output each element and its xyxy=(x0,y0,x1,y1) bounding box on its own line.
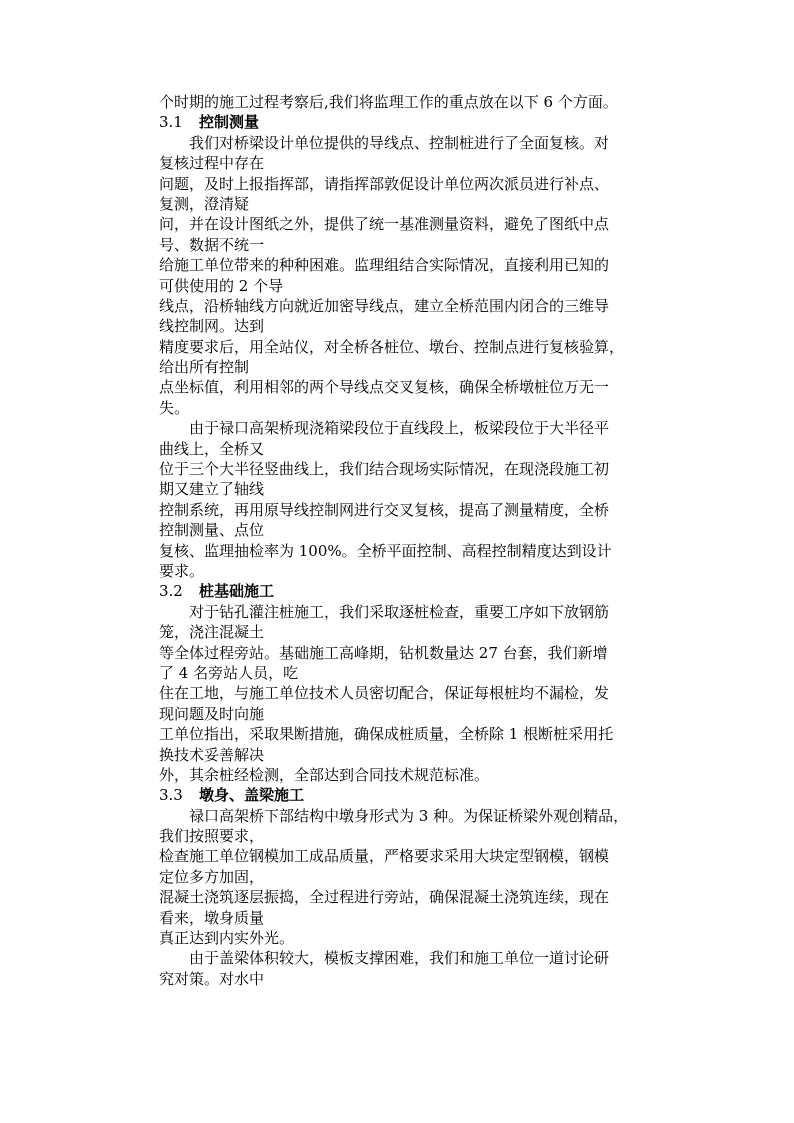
section-number: 3.1 xyxy=(159,113,183,132)
text-line: 曲线上，全桥又 xyxy=(159,439,265,458)
text-line: 我们按照要求， xyxy=(159,827,265,846)
text-line: 失。 xyxy=(159,398,190,417)
text-line: 定位多方加固， xyxy=(159,867,265,886)
text-line: 控制测量、点位 xyxy=(159,521,265,540)
text-line: 可供使用的 2 个导 xyxy=(159,276,284,295)
text-line: 给施工单位带来的种种困难。监理组结合实际情况，直接利用已知的 xyxy=(159,256,610,275)
text-line: 笼，浇注混凝土 xyxy=(159,623,265,642)
text-line: 住在工地，与施工单位技术人员密切配合，保证每根桩均不漏检，发 xyxy=(159,684,610,703)
text-line: 检查施工单位钢模加工成品质量，严格要求采用大块定型钢模，钢模 xyxy=(159,847,610,866)
section-title: 墩身、盖梁施工 xyxy=(199,786,305,805)
text-line: 看来，墩身质量 xyxy=(159,908,265,927)
text-line: 要求。 xyxy=(159,561,205,580)
text-line: 混凝土浇筑逐层振捣，全过程进行旁站，确保混凝土浇筑连续，现在 xyxy=(159,888,610,907)
text-line: 工单位指出，采取果断措施，确保成桩质量，全桥除 1 根断桩采用托 xyxy=(159,725,614,744)
section-title: 桩基础施工 xyxy=(199,582,275,601)
text-line: 换技术妥善解决 xyxy=(159,745,265,764)
paragraph-first-line: 对于钻孔灌注桩施工，我们采取逐桩检查，重要工序如下放钢筋 xyxy=(189,602,610,621)
text-line: 点坐标值，利用相邻的两个导线点交叉复核，确保全桥墩桩位万无一 xyxy=(159,378,610,397)
text-line: 真正达到内实外光。 xyxy=(159,929,295,948)
paragraph-first-line: 禄口高架桥下部结构中墩身形式为 3 种。为保证桥梁外观创精品， xyxy=(189,806,629,825)
text-line: 线点，沿桥轴线方向就近加密导线点，建立全桥范围内闭合的三维导 xyxy=(159,296,610,315)
text-line: 问，并在设计图纸之外，提供了统一基准测量资料，避免了图纸中点 xyxy=(159,215,610,234)
text-line: 复测，澄清疑 xyxy=(159,194,250,213)
paragraph-first-line: 由于禄口高架桥现浇箱梁段位于直线段上，板梁段位于大半径平 xyxy=(189,419,610,438)
section-heading xyxy=(159,785,639,805)
text-line: 个时期的施工过程考察后,我们将监理工作的重点放在以下 6 个方面。 xyxy=(159,93,618,111)
text-line: 现问题及时向施 xyxy=(159,704,265,723)
text-line: 究对策。对水中 xyxy=(159,969,265,988)
section-number: 3.3 xyxy=(159,786,183,805)
text-line: 复核、监理抽检率为 100%。全桥平面控制、高程控制精度达到设计 xyxy=(159,541,612,560)
section-heading xyxy=(159,112,639,132)
section-heading xyxy=(159,581,639,601)
text-line: 期又建立了轴线 xyxy=(159,480,265,499)
text-line: 复核过程中存在 xyxy=(159,154,265,173)
text-line: 给出所有控制 xyxy=(159,358,250,377)
text-line: 号、数据不统一 xyxy=(159,235,265,254)
text-line: 了 4 名旁站人员，吃 xyxy=(159,663,299,682)
text-line: 位于三个大半径竖曲线上，我们结合现场实际情况，在现浇段施工初 xyxy=(159,460,610,479)
text-line: 线控制网。达到 xyxy=(159,317,265,336)
text-line: 外，其余桩经检测，全部达到合同技术规范标准。 xyxy=(159,765,490,784)
text-line: 等全体过程旁站。基础施工高峰期，钻机数量达 27 台套，我们新增 xyxy=(159,643,608,662)
section-title: 控制测量 xyxy=(199,113,260,132)
text-line: 精度要求后，用全站仪，对全桥各桩位、墩台、控制点进行复核验算， xyxy=(159,337,625,356)
text-line: 控制系统，再用原导线控制网进行交叉复核，提高了测量精度，全桥 xyxy=(159,500,610,519)
document-body xyxy=(159,92,639,989)
paragraph-first-line: 我们对桥梁设计单位提供的导线点、控制桩进行了全面复核。对 xyxy=(189,133,610,152)
section-number: 3.2 xyxy=(159,582,183,601)
text-line: 问题，及时上报指挥部，请指挥部敦促设计单位两次派员进行补点、 xyxy=(159,174,610,193)
paragraph-first-line: 由于盖梁体积较大，模板支撑困难，我们和施工单位一道讨论研 xyxy=(189,949,610,968)
